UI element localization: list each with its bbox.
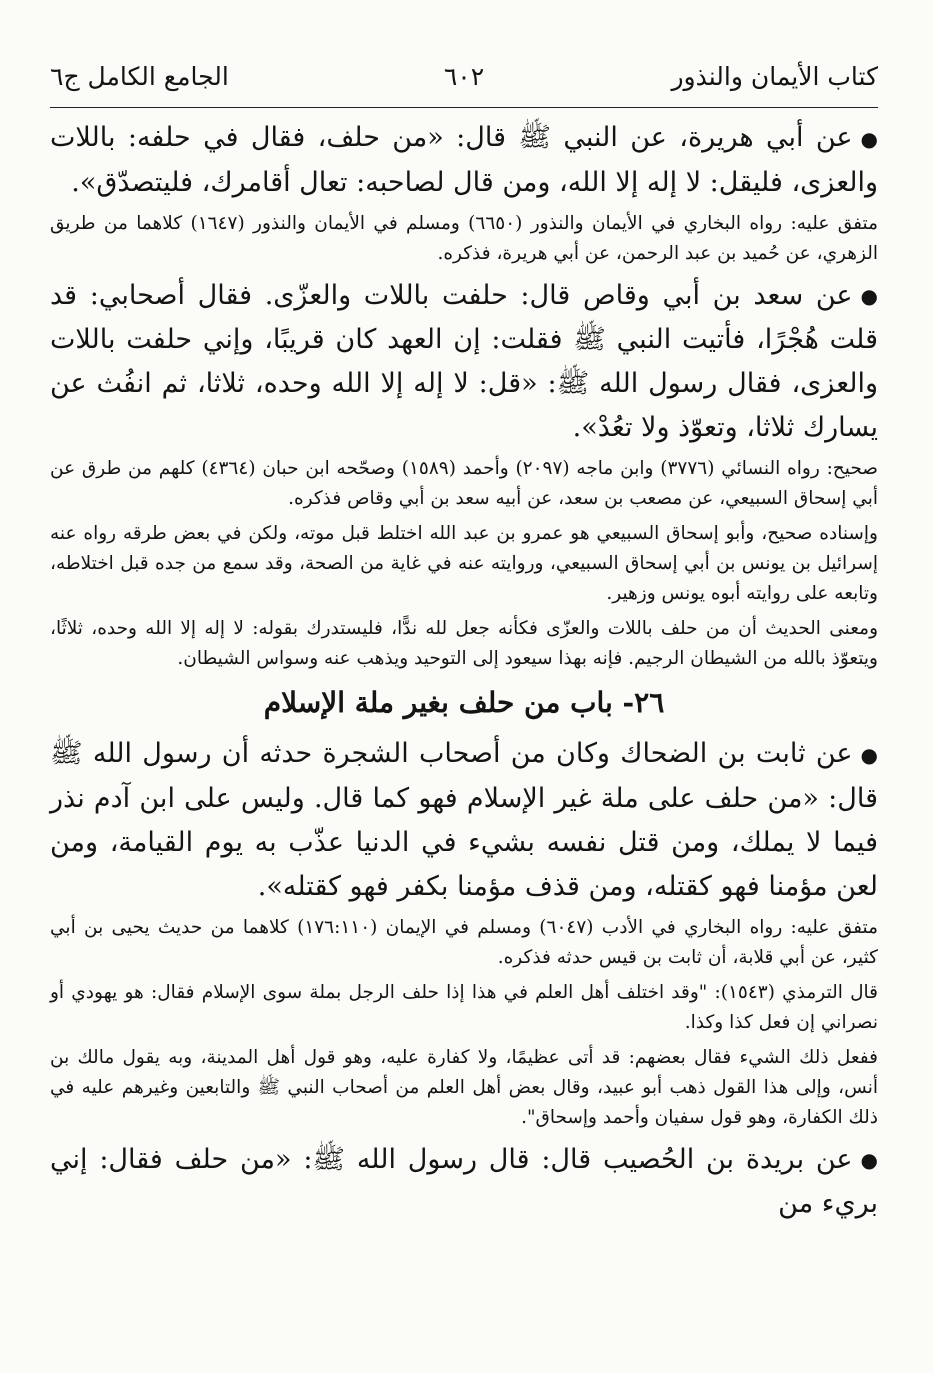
book-section-title: كتاب الأيمان والنذور (671, 62, 878, 91)
hadith-paragraph: ●عن بريدة بن الحُصيب قال: قال رسول الله ﷺ: «من حلف فقال: إني بريء من (50, 1138, 878, 1227)
hadith-paragraph: ●عن أبي هريرة، عن النبي ﷺ قال: «من حلف، فقال في حلفه: باللات والعزى، فليقل: لا إله إلا الله، ومن قال لصاحبه: تعال أقامرك، فليتصدّق». (50, 116, 878, 205)
chapter-heading: ٢٦- باب من حلف بغير ملة الإسلام (263, 686, 665, 719)
commentary-note: ففعل ذلك الشيء فقال بعضهم: قد أتى عظيمًا، ولا كفارة عليه، وهو قول أهل المدينة، وبه يقول مالك بن أنس، وإلى هذا القول ذهب أبو عبيد، وقال بعض أهل العلم من أصحاب النبي ﷺ والتابعين وغيرهم عليه في ذلك الكفارة، وهو قول سفيان وأحمد وإسحاق". (50, 1046, 878, 1128)
takhrij-note: متفق عليه: رواه البخاري في الأيمان والنذور (٦٦٥٠) ومسلم في الأيمان والنذور (١٦٤٧) كلاهما من طريق الزهري، عن حُميد بن عبد الرحمن، عن أبي هريرة، فذكره. (50, 212, 878, 264)
book-volume-title: الجامع الكامل ج٦ (50, 62, 229, 91)
hadith-paragraph: ●عن ثابت بن الضحاك وكان من أصحاب الشجرة حدثه أن رسول الله ﷺ قال: «من حلف على ملة غير الإسلام فهو كما قال. وليس على ابن آدم نذر فيما لا يملك، ومن قتل نفسه بشيء في الدنيا عذّب به يوم القيامة، ومن لعن مؤمنا فهو كقتله، ومن قذف مؤمنا بكفر فهو كقتله». (50, 732, 878, 909)
page-number: ٦٠٢ (443, 62, 485, 91)
bullet-icon: ● (860, 284, 878, 308)
hadith-paragraph: ●عن سعد بن أبي وقاص قال: حلفت باللات والعزّى. فقال أصحابي: قد قلت هُجْرًا، فأتيت النبي ﷺ فقلت: إن العهد كان قريبًا، وإني حلفت باللات والعزى، فقال رسول الله ﷺ: «قل: لا إله إلا الله وحده، ثلاثا، ثم انفُث عن يسارك ثلاثا، وتعوّذ ولا تعُدْ». (50, 274, 878, 451)
page-body (50, 116, 878, 1230)
commentary-note: ومعنى الحديث أن من حلف باللات والعزّى فكأنه جعل لله ندًّا، فليستدرك بقوله: لا إله إلا الله وحده، ثلاثًا، ويتعوّذ بالله من الشيطان الرجيم. فإنه بهذا سيعود إلى التوحيد ويذهب عنه وسواس الشيطان. (50, 618, 878, 669)
takhrij-note: صحيح: رواه النسائي (٣٧٧٦) وابن ماجه (٢٠٩٧) وأحمد (١٥٨٩) وصحّحه ابن حبان (٤٣٦٤) كلهم من طرق عن أبي إسحاق السبيعي، عن مصعب بن سعد، عن أبيه سعد بن أبي وقاص فذكره. (50, 458, 878, 509)
commentary-note: قال الترمذي (١٥٤٣): "وقد اختلف أهل العلم في هذا إذا حلف الرجل بملة سوى الإسلام فقال: هو يهودي أو نصراني إن فعل كذا وكذا. (50, 981, 878, 1033)
bullet-icon: ● (860, 126, 878, 151)
bullet-icon: ● (860, 1148, 878, 1172)
commentary-note: وإسناده صحيح، وأبو إسحاق السبيعي هو عمرو بن عبد الله اختلط قبل موته، ولكن في بعض طرقه رواه عنه إسرائيل بن يونس بن أبي إسحاق السبيعي، وروايته عنه في غاية من الصحة، وقد سمع من جده قبل اختلاطه، وتابعه على روايته أبوه يونس وزهير. (50, 523, 878, 604)
takhrij-note: متفق عليه: رواه البخاري في الأدب (٦٠٤٧) ومسلم في الإيمان (١٧٦:١١٠) كلاهما من حديث يحيى بن أبي كثير، عن أبي قلابة، أن ثابت بن قيس حدثه فذكره. (50, 916, 879, 968)
running-header (50, 58, 878, 98)
bullet-icon: ● (860, 742, 878, 767)
header-divider (50, 107, 878, 108)
